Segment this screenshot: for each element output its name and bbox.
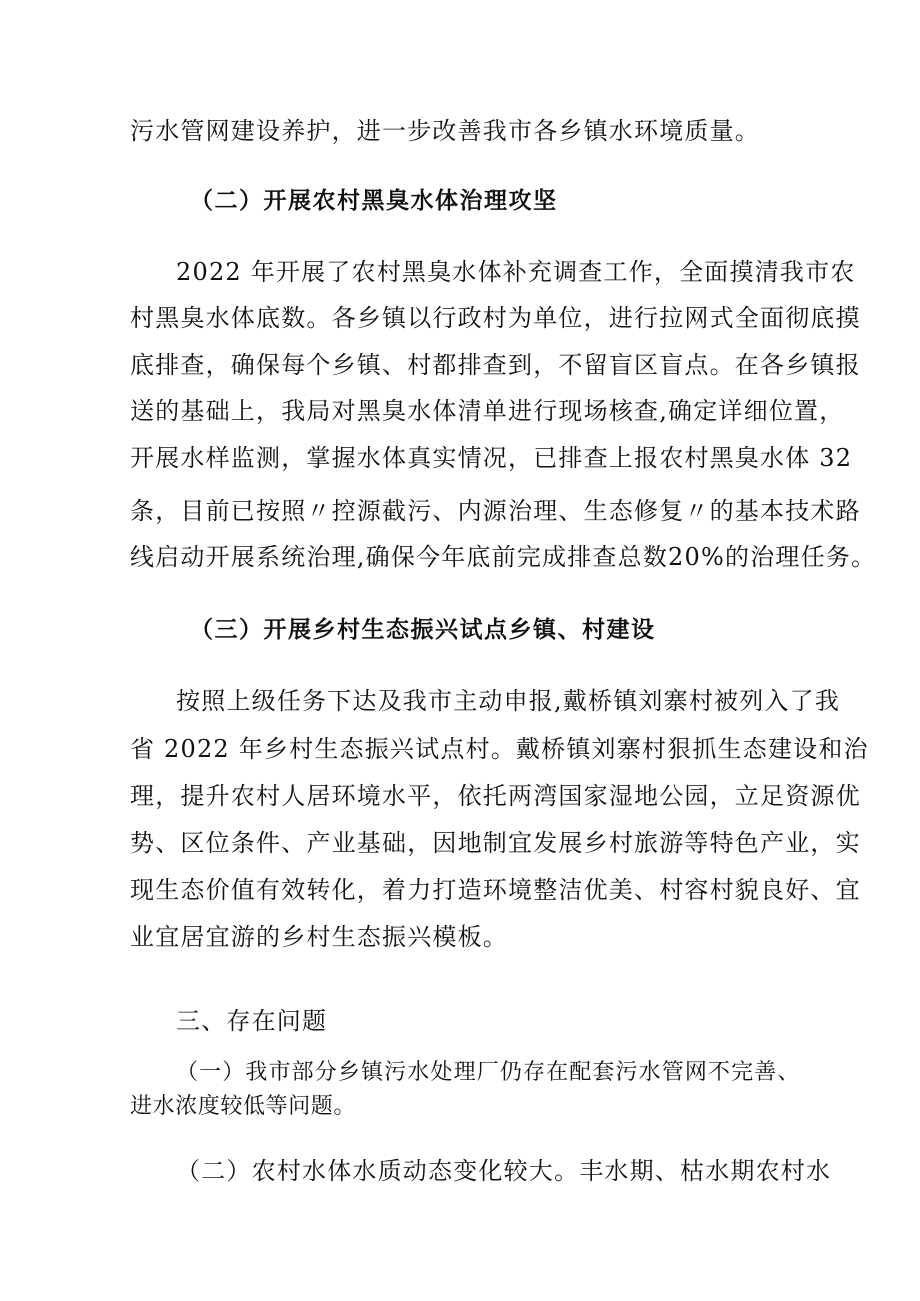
paragraph-line: 污水管网建设养护，进一步改善我市各乡镇水环境质量。 (130, 117, 760, 145)
paragraph-line: （二）农村水体水质动态变化较大。丰水期、枯水期农村水 (176, 1157, 832, 1185)
paragraph-line: 现生态价值有效转化，着力打造环境整洁优美、村容村貌良好、宜 (130, 876, 861, 904)
paragraph-line: 2022 年开展了农村黑臭水体补充调查工作，全面摸清我市农 (176, 258, 856, 286)
section-heading: （三）开展乡村生态振兴试点乡镇、村建设 (190, 616, 656, 643)
paragraph-line: 势、区位条件、产业基础，因地制宜发展乡村旅游等特色产业，实 (130, 829, 861, 857)
paragraph-line: 开展水样监测，掌握水体真实情况，已排查上报农村黑臭水体 32 (130, 444, 853, 472)
paragraph-line: 省 2022 年乡村生态振兴试点村。戴桥镇刘寨村狠抓生态建设和治 (130, 735, 869, 763)
paragraph-line: 进水浓度较低等问题。 (130, 1094, 357, 1119)
paragraph-line: 送的基础上，我局对黑臭水体清单进行现场核查,确定详细位置， (130, 397, 845, 425)
paragraph-line: 按照上级任务下达及我市主动申报,戴桥镇刘寨村被列入了我 (176, 687, 841, 715)
paragraph-line: 理，提升农村人居环境水平，依托两湾国家湿地公园，立足资源优 (130, 782, 861, 810)
paragraph-line: （一）我市部分乡镇污水处理厂仍存在配套污水管网不完善、 (176, 1060, 800, 1085)
paragraph-line: 底排查，确保每个乡镇、村都排查到，不留盲区盲点。在各乡镇报 (130, 351, 861, 379)
chapter-heading: 三、存在问题 (176, 1007, 328, 1035)
paragraph-line: 村黑臭水体底数。各乡镇以行政村为单位，进行拉网式全面彻底摸 (130, 304, 861, 332)
paragraph-line: 业宜居宜游的乡村生态振兴模板。 (130, 923, 508, 951)
section-heading: （二）开展农村黑臭水体治理攻坚 (190, 187, 558, 214)
paragraph-line: 线启动开展系统治理,确保今年底前完成排查总数20%的治理任务。 (130, 543, 877, 571)
paragraph-line: 条，目前已按照〃控源截污、内源治理、生态修复〃的基本技术路 (130, 497, 861, 525)
